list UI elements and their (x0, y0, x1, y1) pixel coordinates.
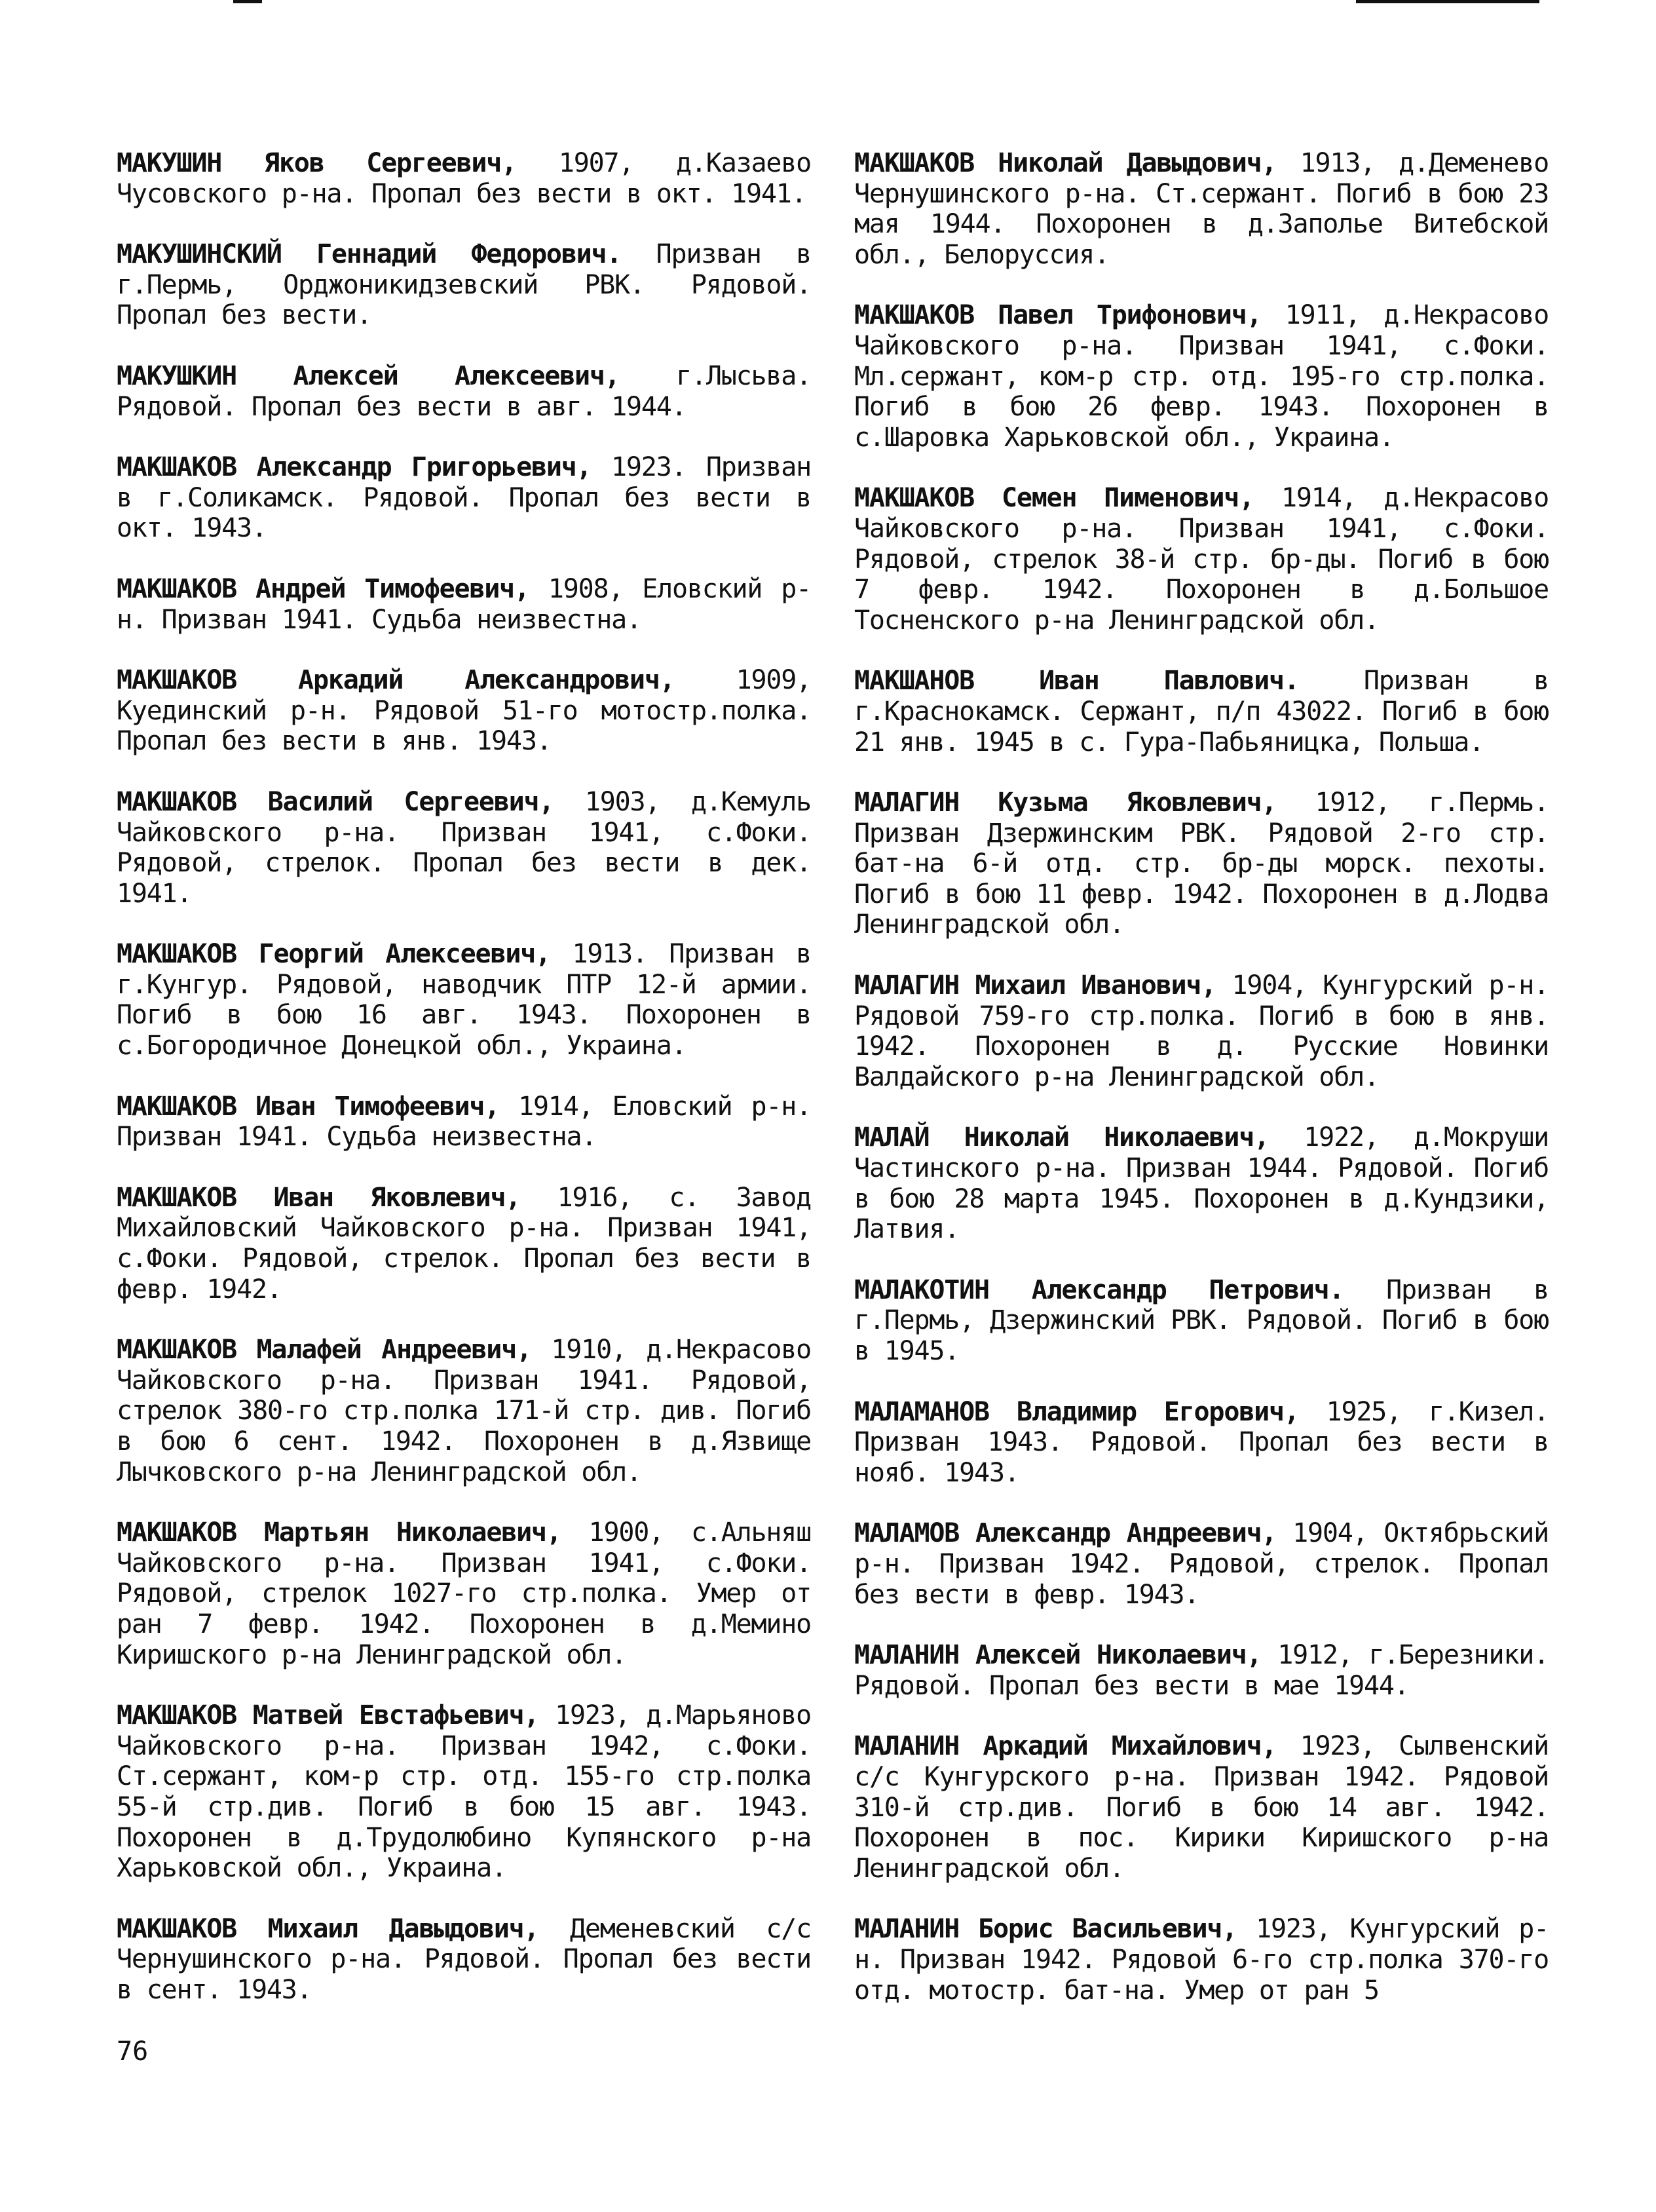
person-name: МАЛАНИН Алексей Николаевич, (854, 1640, 1262, 1671)
person-details: 1908, Еловский р-н. Призван 1941. Судьба неизвестна. (117, 573, 811, 635)
person-entry (117, 1092, 811, 1153)
person-details: 1904, Октябрьский р-н. Призван 1942. Рядовой, стрелок. Пропал без вести в февр. 1943. (854, 1518, 1549, 1610)
person-details: 1903, д.Кемуль Чайковского р-на. Призван 1941, с.Фоки. Рядовой, стрелок. Пропал без вести в дек. 1941. (117, 786, 811, 909)
person-name: МАЛАГИН Михаил Иванович, (854, 970, 1216, 1001)
person-details: 1912, г.Березники. Рядовой. Пропал без вести в мае 1944. (854, 1640, 1549, 1701)
person-entry (117, 574, 811, 635)
person-details: 1923. Призван в г.Соликамск. Рядовой. Пропал без вести в окт. 1943. (117, 452, 811, 544)
person-entry (854, 148, 1549, 270)
person-name: МАКУШКИН Алексей Алексеевич, (117, 360, 620, 391)
person-entry (854, 1731, 1549, 1884)
top-edge-mark-right (1356, 0, 1539, 3)
person-details: 1923, д.Марьяново Чайковского р-на. Призван 1942, с.Фоки. Ст.сержант, ком-р стр. отд. 155-го стр.полка 55-й стр.див. Погиб в бою 15 авг. 1943. Похоронен в д.Трудолюбино Купянского р-на Харьковской обл., Украина. (117, 1700, 811, 1884)
person-name: МАКУШИНСКИЙ Геннадий Федорович. (117, 239, 622, 270)
person-name: МАКШАКОВ Мартьян Николаевич, (117, 1517, 561, 1548)
person-name: МАЛАМАНОВ Владимир Егорович, (854, 1396, 1299, 1427)
person-name: МАКШАКОВ Малафей Андреевич, (117, 1335, 531, 1365)
person-details: 1909, Куединский р-н. Рядовой 51-го мотостр.полка. Пропал без вести в янв. 1943. (117, 665, 812, 757)
person-details: 1904, Кунгурский р-н. Рядовой 759-го стр.полка. Погиб в бою в янв. 1942. Похоронен в д. Русские Новинки Валдайского р-на Ленинградской обл. (854, 970, 1549, 1092)
person-details: Призван в г.Пермь, Орджоникидзевский РВК. Рядовой. Пропал без вести. (117, 239, 812, 331)
person-details: 1914, д.Некрасово Чайковского р-на. Призван 1941, с.Фоки. Рядовой, стрелок 38-й стр. бр-ды. Погиб в бою 7 февр. 1942. Похоронен в д.Большое Тосненского р-на Ленинградской обл. (854, 483, 1549, 636)
person-name: МАКШАКОВ Матвей Евстафьевич, (117, 1700, 539, 1731)
person-entry (854, 1640, 1549, 1701)
right-column (854, 148, 1549, 2036)
person-entry (854, 666, 1549, 757)
person-entry (117, 665, 811, 757)
person-entry (854, 1518, 1549, 1610)
top-edge-mark-left (233, 0, 262, 3)
person-name: МАКШАКОВ Аркадий Александрович, (117, 665, 675, 696)
person-name: МАКШАКОВ Андрей Тимофеевич, (117, 573, 529, 604)
person-name: МАЛАКОТИН Александр Петрович. (854, 1274, 1344, 1305)
person-details: 1923, Кунгурский р-н. Призван 1942. Рядовой 6-го стр.полка 370-го отд. мотостр. бат-на. Умер от ран 5 (854, 1914, 1549, 2006)
person-name: МАКШАКОВ Иван Яковлевич, (117, 1182, 521, 1213)
person-entry (117, 239, 811, 331)
person-details: Призван в г.Краснокамск. Сержант, п/п 43022. Погиб в бою 21 янв. 1945 в с. Гура-Пабьяницка, Польша. (854, 666, 1549, 757)
person-name: МАЛАЙ Николай Николаевич, (854, 1122, 1269, 1153)
person-entry (117, 1517, 811, 1670)
person-entry (117, 1700, 811, 1884)
person-details: Деменевский с/с Чернушинского р-на. Рядовой. Пропал без вести в сент. 1943. (117, 1913, 811, 2005)
person-details: 1900, с.Альняш Чайковского р-на. Призван 1941, с.Фоки. Рядовой, стрелок 1027-го стр.полка. Умер от ран 7 февр. 1942. Похоронен в д.Мемино Киришского р-на Ленинградской обл. (117, 1517, 811, 1670)
page-number: 76 (117, 2036, 149, 2067)
person-name: МАКШАКОВ Николай Давыдович, (854, 148, 1277, 178)
person-entry (117, 787, 811, 909)
person-details: 1912, г.Пермь. Призван Дзержинским РВК. Рядовой 2-го стр. бат-на 6-й отд. стр. бр-ды морск. пехоты. Погиб в бою 11 февр. 1942. Похоронен в д.Лодва Ленинградской обл. (854, 788, 1549, 940)
person-entry (854, 1397, 1549, 1489)
person-details: 1923, Сылвенский с/с Кунгурского р-на. Призван 1942. Рядовой 310-й стр.див. Погиб в бою 14 авг. 1942. Похоронен в пос. Кирики Киришского р-на Ленинградской обл. (854, 1731, 1549, 1884)
person-details: Призван в г.Пермь, Дзержинский РВК. Рядовой. Погиб в бою в 1945. (854, 1274, 1549, 1366)
person-details: 1913, д.Деменево Чернушинского р-на. Ст.сержант. Погиб в бою 23 мая 1944. Похоронен в д.Заполье Витебской обл., Белоруссия. (854, 148, 1549, 270)
person-name: МАКШАКОВ Василий Сергеевич, (117, 786, 554, 817)
person-details: 1914, Еловский р-н. Призван 1941. Судьба неизвестна. (117, 1091, 811, 1153)
person-details: 1925, г.Кизел. Призван 1943. Рядовой. Пропал без вести в нояб. 1943. (854, 1396, 1549, 1488)
person-entry (854, 788, 1549, 940)
person-entry (854, 300, 1549, 453)
person-name: МАКШАКОВ Иван Тимофеевич, (117, 1091, 500, 1122)
person-entry (854, 1275, 1549, 1367)
person-details: 1907, д.Казаево Чусовского р-на. Пропал без вести в окт. 1941. (117, 148, 811, 209)
left-column (117, 148, 811, 2036)
person-entry (117, 1914, 811, 2006)
person-entry (854, 970, 1549, 1092)
person-entry (117, 452, 811, 544)
person-details: 1922, д.Мокруши Частинского р-на. Призван 1944. Рядовой. Погиб в бою 28 марта 1945. Похоронен в д.Кундзики, Латвия. (854, 1122, 1549, 1245)
person-name: МАКУШИН Яков Сергеевич, (117, 148, 517, 178)
person-name: МАЛАМОВ Александр Андреевич, (854, 1518, 1277, 1549)
person-details: 1910, д.Некрасово Чайковского р-на. Призван 1941. Рядовой, стрелок 380-го стр.полка 171-й стр. див. Погиб в бою 6 сент. 1942. Похоронен в д.Язвище Лычковского р-на Ленинградской обл. (117, 1335, 811, 1487)
person-name: МАЛАГИН Кузьма Яковлевич, (854, 788, 1277, 818)
person-entry (854, 483, 1549, 636)
person-name: МАКШАКОВ Георгий Алексеевич, (117, 939, 550, 970)
person-entry (117, 939, 811, 1061)
person-name: МАКШАНОВ Иван Павлович. (854, 666, 1299, 696)
person-name: МАКШАКОВ Александр Григорьевич, (117, 452, 592, 483)
person-details: 1911, д.Некрасово Чайковского р-на. Призван 1941, с.Фоки. Мл.сержант, ком-р стр. отд. 195-го стр.полка. Погиб в бою 26 февр. 1943. Похоронен в с.Шаровка Харьковской обл., Украина. (854, 300, 1549, 453)
person-entry (854, 1914, 1549, 2006)
person-details: 1913. Призван в г.Кунгур. Рядовой, наводчик ПТР 12-й армии. Погиб в бою 16 авг. 1943. Похоронен в с.Богородичное Донецкой обл., Украина. (117, 939, 811, 1061)
person-entry (117, 1335, 811, 1487)
person-name: МАЛАНИН Аркадий Михайлович, (854, 1731, 1277, 1762)
person-entry (117, 361, 811, 422)
person-details: 1916, с. Завод Михайловский Чайковского р-на. Призван 1941, с.Фоки. Рядовой, стрелок. Пропал без вести в февр. 1942. (117, 1182, 812, 1305)
person-entry (117, 1183, 811, 1305)
person-name: МАКШАКОВ Михаил Давыдович, (117, 1913, 539, 1944)
person-name: МАКШАКОВ Семен Пименович, (854, 483, 1254, 514)
person-name: МАКШАКОВ Павел Трифонович, (854, 300, 1262, 331)
person-details: г.Лысьва. Рядовой. Пропал без вести в авг. 1944. (117, 360, 811, 422)
person-entry (117, 148, 811, 209)
person-name: МАЛАНИН Борис Васильевич, (854, 1914, 1237, 1945)
person-entry (854, 1122, 1549, 1244)
